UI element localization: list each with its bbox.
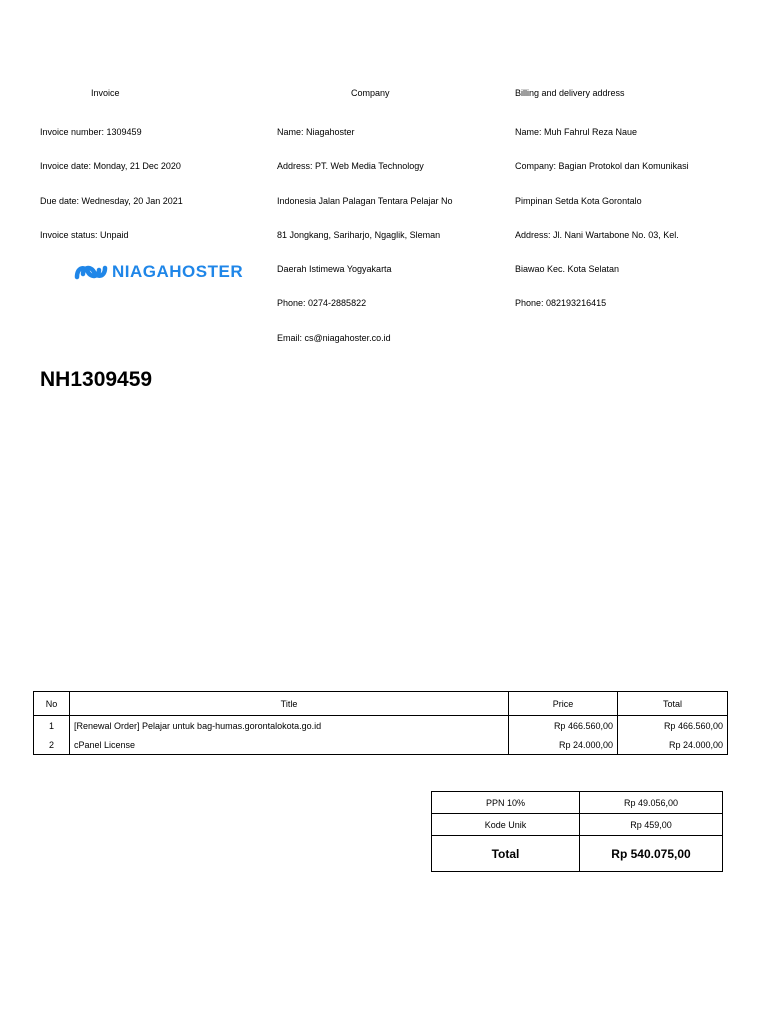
company-address-2: Indonesia Jalan Palagan Tentara Pelajar No bbox=[277, 196, 453, 206]
grand-total-label: Total bbox=[432, 836, 580, 872]
row-total: Rp 466.560,00 bbox=[618, 716, 728, 736]
niagahoster-logo bbox=[74, 262, 243, 282]
grand-total-row bbox=[432, 836, 723, 872]
logo-wordmark: NIAGAHOSTER bbox=[112, 262, 244, 281]
company-email[interactable]: Email: cs@niagahoster.co.id bbox=[277, 333, 391, 343]
invoice-id-title: NH1309459 bbox=[40, 368, 153, 391]
invoice-header: Invoice bbox=[91, 88, 120, 98]
ppn-value: Rp 49.056,00 bbox=[580, 792, 723, 814]
col-title: Title bbox=[70, 692, 509, 716]
company-address-3: 81 Jongkang, Sariharjo, Ngaglik, Sleman bbox=[277, 230, 441, 240]
billing-address-2: Biawao Kec. Kota Selatan bbox=[515, 264, 620, 274]
company-address-1: Address: PT. Web Media Technology bbox=[277, 161, 424, 171]
col-total: Total bbox=[618, 692, 728, 716]
billing-address-1: Address: Jl. Nani Wartabone No. 03, Kel. bbox=[515, 230, 679, 240]
col-price: Price bbox=[509, 692, 618, 716]
billing-phone: Phone: 082193216415 bbox=[515, 298, 607, 308]
invoice-status: Invoice status: Unpaid bbox=[40, 230, 129, 240]
kode-unik-label: Kode Unik bbox=[432, 814, 580, 836]
items-table bbox=[33, 691, 728, 755]
row-price: Rp 466.560,00 bbox=[509, 716, 618, 736]
billing-company: Company: Bagian Protokol dan Komunikasi bbox=[515, 161, 689, 171]
billing-name: Name: Muh Fahrul Reza Naue bbox=[515, 127, 638, 137]
kode-unik-value: Rp 459,00 bbox=[580, 814, 723, 836]
row-title: cPanel License bbox=[70, 735, 509, 755]
grand-total-value: Rp 540.075,00 bbox=[580, 836, 723, 872]
due-date: Due date: Wednesday, 20 Jan 2021 bbox=[40, 196, 183, 206]
invoice-date: Invoice date: Monday, 21 Dec 2020 bbox=[40, 161, 181, 171]
row-total: Rp 24.000,00 bbox=[618, 735, 728, 755]
company-header: Company bbox=[351, 88, 390, 98]
invoice-number: Invoice number: 1309459 bbox=[40, 127, 142, 137]
table-row bbox=[34, 735, 728, 755]
company-name: Name: Niagahoster bbox=[277, 127, 355, 137]
row-title: [Renewal Order] Pelajar untuk bag-humas.gorontalokota.go.id bbox=[70, 716, 509, 736]
company-phone: Phone: 0274-2885822 bbox=[277, 298, 367, 308]
ppn-label: PPN 10% bbox=[432, 792, 580, 814]
billing-header: Billing and delivery address bbox=[515, 88, 625, 98]
col-no: No bbox=[34, 692, 70, 716]
ppn-row bbox=[432, 792, 723, 814]
summary-table bbox=[431, 791, 723, 872]
items-table-header bbox=[34, 692, 728, 716]
row-no: 2 bbox=[34, 735, 70, 755]
row-price: Rp 24.000,00 bbox=[509, 735, 618, 755]
row-no: 1 bbox=[34, 716, 70, 736]
company-address-4: Daerah Istimewa Yogyakarta bbox=[277, 264, 392, 274]
table-row bbox=[34, 716, 728, 736]
billing-company-2: Pimpinan Setda Kota Gorontalo bbox=[515, 196, 642, 206]
kode-unik-row bbox=[432, 814, 723, 836]
niagahoster-logo-icon bbox=[74, 262, 108, 282]
